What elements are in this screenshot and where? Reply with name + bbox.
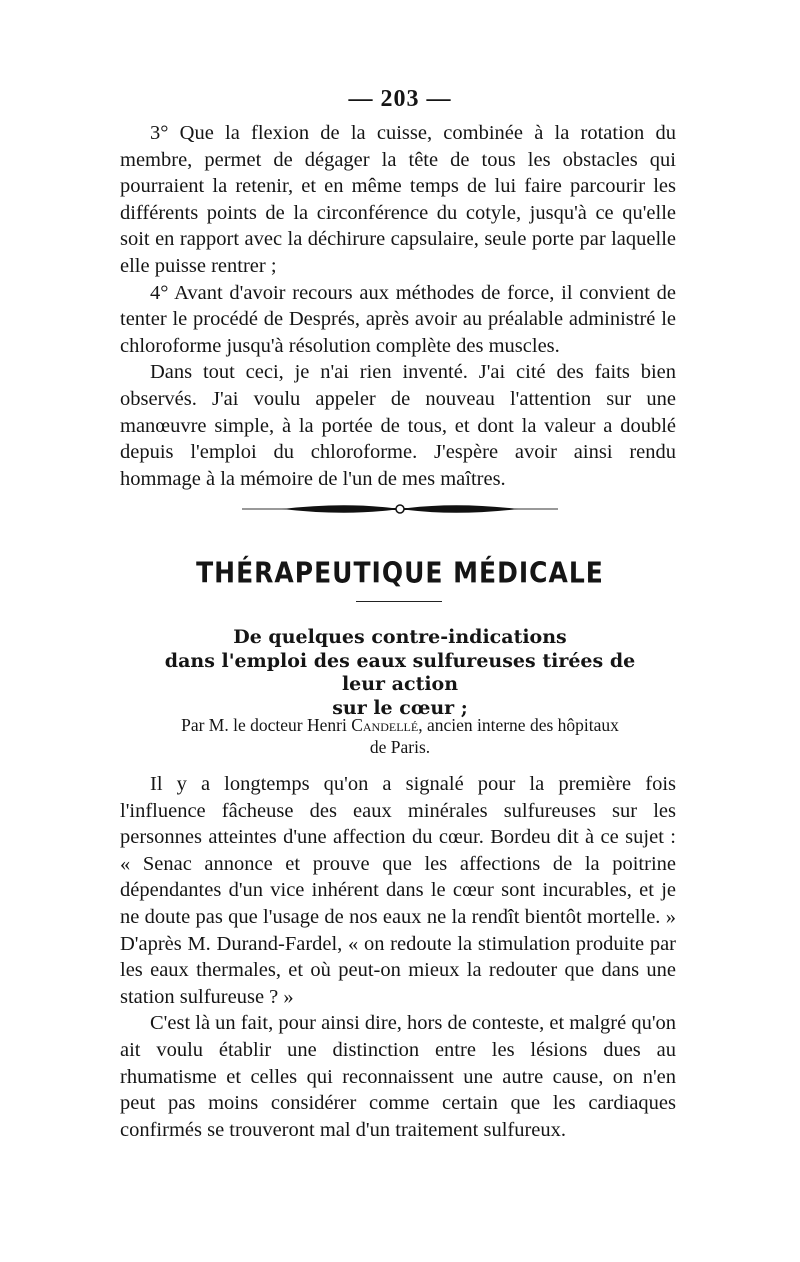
- byline-prefix: Par M. le docteur Henri: [181, 715, 352, 735]
- article-title-line: sur le cœur ;: [332, 696, 468, 719]
- article-title-line: dans l'emploi des eaux sulfureuses tirées de leur action: [164, 649, 636, 695]
- heading-rule: [356, 601, 442, 602]
- ornamental-divider: [242, 498, 558, 520]
- article-title-line: De quelques contre-indications: [233, 626, 567, 648]
- author-name: Candellé: [351, 715, 419, 735]
- article-body: [120, 771, 676, 1143]
- section-heading: THÉRAPEUTIQUE MÉDICALE: [196, 555, 604, 590]
- paragraph: 3° Que la flexion de la cuisse, combinée à la rotation du membre, permet de dégager la tête de tous les obstacles qui pourraient la retenir, et en même temps de lui faire parcourir les différents points de la circonférence du cotyle, jusqu'à ce qu'elle soit en rapport avec la déchirure capsulaire, seule porte par laquelle elle puisse rentrer ;: [120, 122, 676, 277]
- top-text-block: [120, 120, 676, 492]
- author-byline: [140, 714, 660, 758]
- page-number: — 203 —: [348, 86, 452, 112]
- byline-suffix: , ancien interne des hôpitaux: [418, 715, 619, 735]
- paragraph: Il y a longtemps qu'on a signalé pour la première fois l'influence fâcheuse des eaux minérales sulfureuses sur les personnes atteintes d'une affection du cœur. Bordeu dit à ce sujet : « Senac annonce et prouve que les affections de la poitrine dépendantes d'un vice inhérent dans le cœur sont incurables, et je ne doute pas que l'usage de nos eaux ne la rendît bientôt mortelle. » D'après M. Durand-Fardel, « on redoute la stimulation produite par les eaux thermales, et où peut-on mieux la redouter que dans une station sulfureuse ? »: [120, 773, 676, 1008]
- paragraph: C'est là un fait, pour ainsi dire, hors de conteste, et malgré qu'on ait voulu établir une distinction entre les lésions dues au rhumatisme et celles qui reconnaissent une autre cause, on n'en peut pas moins considérer comme certain que les cardiaques confirmés se trouveront mal d'un traitement sulfureux.: [120, 1012, 677, 1141]
- paragraph: Dans tout ceci, je n'ai rien inventé. J'ai cité des faits bien observés. J'ai voulu appeler de nouveau l'attention sur une manœuvre simple, à la portée de tous, et dont la valeur a doublé depuis l'emploi du chloroforme. J'espère avoir ainsi rendu hommage à la mémoire de l'un de mes maîtres.: [120, 361, 676, 490]
- byline-line2: de Paris.: [369, 737, 431, 757]
- article-title: [140, 626, 660, 720]
- paragraph: 4° Avant d'avoir recours aux méthodes de force, il convient de tenter le procédé de Després, après avoir au préalable administré le chloroforme jusqu'à résolution complète des muscles.: [120, 281, 676, 357]
